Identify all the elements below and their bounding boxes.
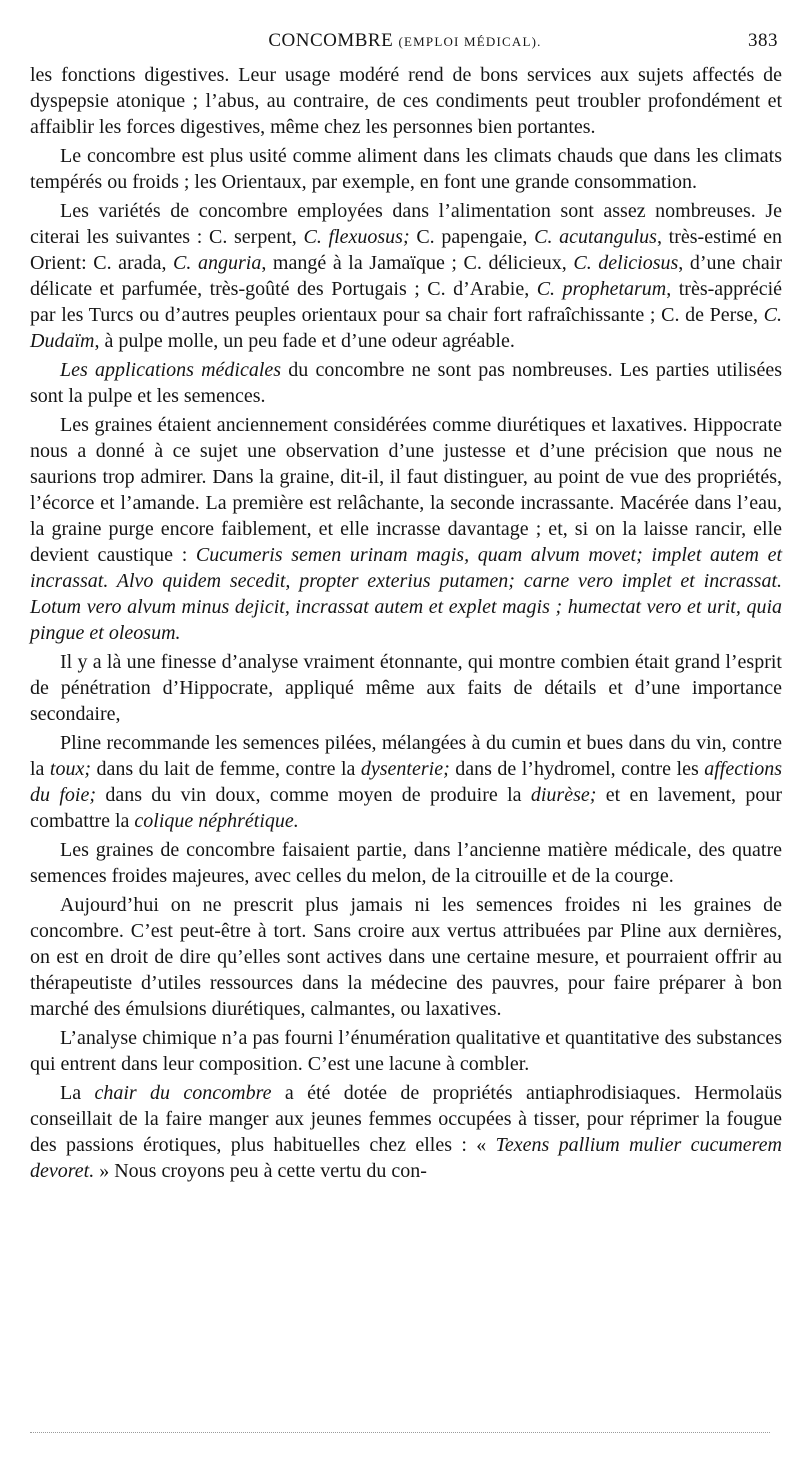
text-run: les fonctions digestives. Leur usage modéré rend de bons services aux sujets affectés de dyspepsie atonique ; l’abus, au contraire, de ces condiments peut troubler profondément et affaiblir les forces digestives, même chez les personnes bien portantes. <box>30 64 782 138</box>
italic-text: C. flexuosus; <box>303 226 410 248</box>
text-run: du concombre ne sont pas nombreuses. Les parties utilisées sont la pulpe et les semences. <box>30 359 783 407</box>
footer-dotted-rule <box>30 1432 770 1433</box>
italic-text: Texens pallium mulier cucumerem devoret. <box>30 1134 783 1182</box>
text-run: C. papengaie, <box>409 226 535 248</box>
text-run: , très-estimé en Orient: C. arada, <box>30 226 782 274</box>
page-number: 383 <box>748 30 778 51</box>
text-run: » Nous croyons peu à cette vertu du con- <box>94 1160 427 1182</box>
text-run: dans du lait de femme, contre la <box>91 758 361 780</box>
text-run: Pline recommande les semences pilées, mélangées à du cumin et bues dans du vin, contre la <box>30 732 782 780</box>
paragraph <box>30 143 782 195</box>
italic-text: Les applications médicales <box>60 359 282 381</box>
italic-text: C. Dudaïm <box>30 304 782 352</box>
text-run: La <box>60 1082 95 1104</box>
text-run: L’analyse chimique n’a pas fourni l’énumération qualitative et quantitative des substances qui entrent dans leur composition. C’est une lacune à combler. <box>30 1027 782 1075</box>
text-run: Les graines de concombre faisaient partie, dans l’ancienne matière médicale, des quatre semences froides majeures, avec celles du melon, de la citrouille et de la courge. <box>30 839 782 887</box>
italic-text: toux; <box>49 758 92 780</box>
italic-text: colique néphrétique. <box>134 810 299 832</box>
italic-text: Cucumeris semen urinam magis, quam alvum movet; implet autem et incrassat. Alvo quidem secedit, propter exterius putamen; carne vero implet et incrassat. Lotum vero alvum minus dejicit, incrassat autem et explet magis ; humectat vero et urit, quia pingue et oleosum. <box>30 544 782 644</box>
text-run: , d’une chair délicate et parfumée, très-goûté des Portugais ; C. d’Arabie, <box>30 252 782 300</box>
paragraph <box>30 412 782 646</box>
body-text <box>30 62 782 1187</box>
text-run: a été dotée de propriétés antiaphrodisiaques. Hermolaüs conseillait de la faire manger aux jeunes femmes occupées à tisser, pour réprimer la fougue des passions érotiques, plus habituelles chez elles : « <box>30 1082 783 1156</box>
text-run: Il y a là une finesse d’analyse vraiment étonnante, qui montre combien était grand l’esprit de pénétration d’Hippocrate, appliqué même aux faits de détails et d’une importance secondaire, <box>30 651 782 725</box>
running-title-subtitle: (EMPLOI MÉDICAL). <box>398 34 542 49</box>
italic-text: affections du foie; <box>30 758 783 806</box>
text-run: Les variétés de concombre employées dans l’alimentation sont assez nombreuses. Je citerai les suivantes : C. serpent, <box>30 200 782 248</box>
italic-text: C. deliciosus <box>573 252 679 274</box>
paragraph <box>30 1080 782 1184</box>
text-run: , très-apprécié par les Turcs ou d’autres peuples orientaux pour sa chair fort rafraîchissante ; C. de Perse, <box>30 278 783 326</box>
text-run: , à pulpe molle, un peu fade et d’une odeur agréable. <box>94 330 515 352</box>
paragraph <box>30 837 782 889</box>
paragraph <box>30 892 782 1022</box>
running-title-main: CONCOMBRE <box>268 30 394 51</box>
italic-text: dysenterie; <box>360 758 450 780</box>
text-run: , mangé à la Jamaïque ; C. délicieux, <box>261 252 574 274</box>
italic-text: C. prophetarum <box>536 278 667 300</box>
italic-text: C. anguria <box>173 252 262 274</box>
paragraph <box>30 730 782 834</box>
italic-text: chair du concombre <box>94 1082 272 1104</box>
paragraph <box>30 357 782 409</box>
text-run: dans du vin doux, comme moyen de produire la <box>95 784 531 806</box>
text-run: Aujourd’hui on ne prescrit plus jamais ni les semences froides ni les graines de concombre. C’est peut-être à tort. Sans croire aux vertus attribuées par Pline aux dernières, on est en droit de dire qu’elles sont actives dans une certaine mesure, et pourraient offrir au thérapeutiste d’utiles ressources dans la médecine des pauvres, pour faire préparer à bon marché des émulsions diurétiques, calmantes, ou laxatives. <box>30 894 782 1020</box>
paragraph <box>30 1025 782 1077</box>
text-run: et en lavement, pour combattre la <box>30 784 782 832</box>
text-run: Le concombre est plus usité comme aliment dans les climats chauds que dans les climats tempérés ou froids ; les Orientaux, par exemple, en font une grande consommation. <box>30 145 782 193</box>
text-run: dans de l’hydromel, contre les <box>449 758 705 780</box>
running-title <box>32 30 778 52</box>
italic-text: diurèse; <box>530 784 597 806</box>
paragraph <box>30 649 782 727</box>
text-run: Les graines étaient anciennement considérées comme diurétiques et laxatives. Hippocrate nous a donné à ce sujet une observation d’une justesse et d’une précision que nous ne saurions trop admirer. Dans la graine, dit-il, il faut distinguer, au point de vue des propriétés, l’écorce et l’amande. La première est relâchante, la seconde incrassante. Macérée dans l’eau, la graine purge encore faiblement, et elle incrasse davantage ; et, si on la laisse rancir, elle devient caustique : <box>30 414 782 566</box>
italic-text: C. acutangulus <box>534 226 657 248</box>
paragraph <box>30 198 782 354</box>
running-head <box>32 30 778 54</box>
paragraph <box>30 62 782 140</box>
